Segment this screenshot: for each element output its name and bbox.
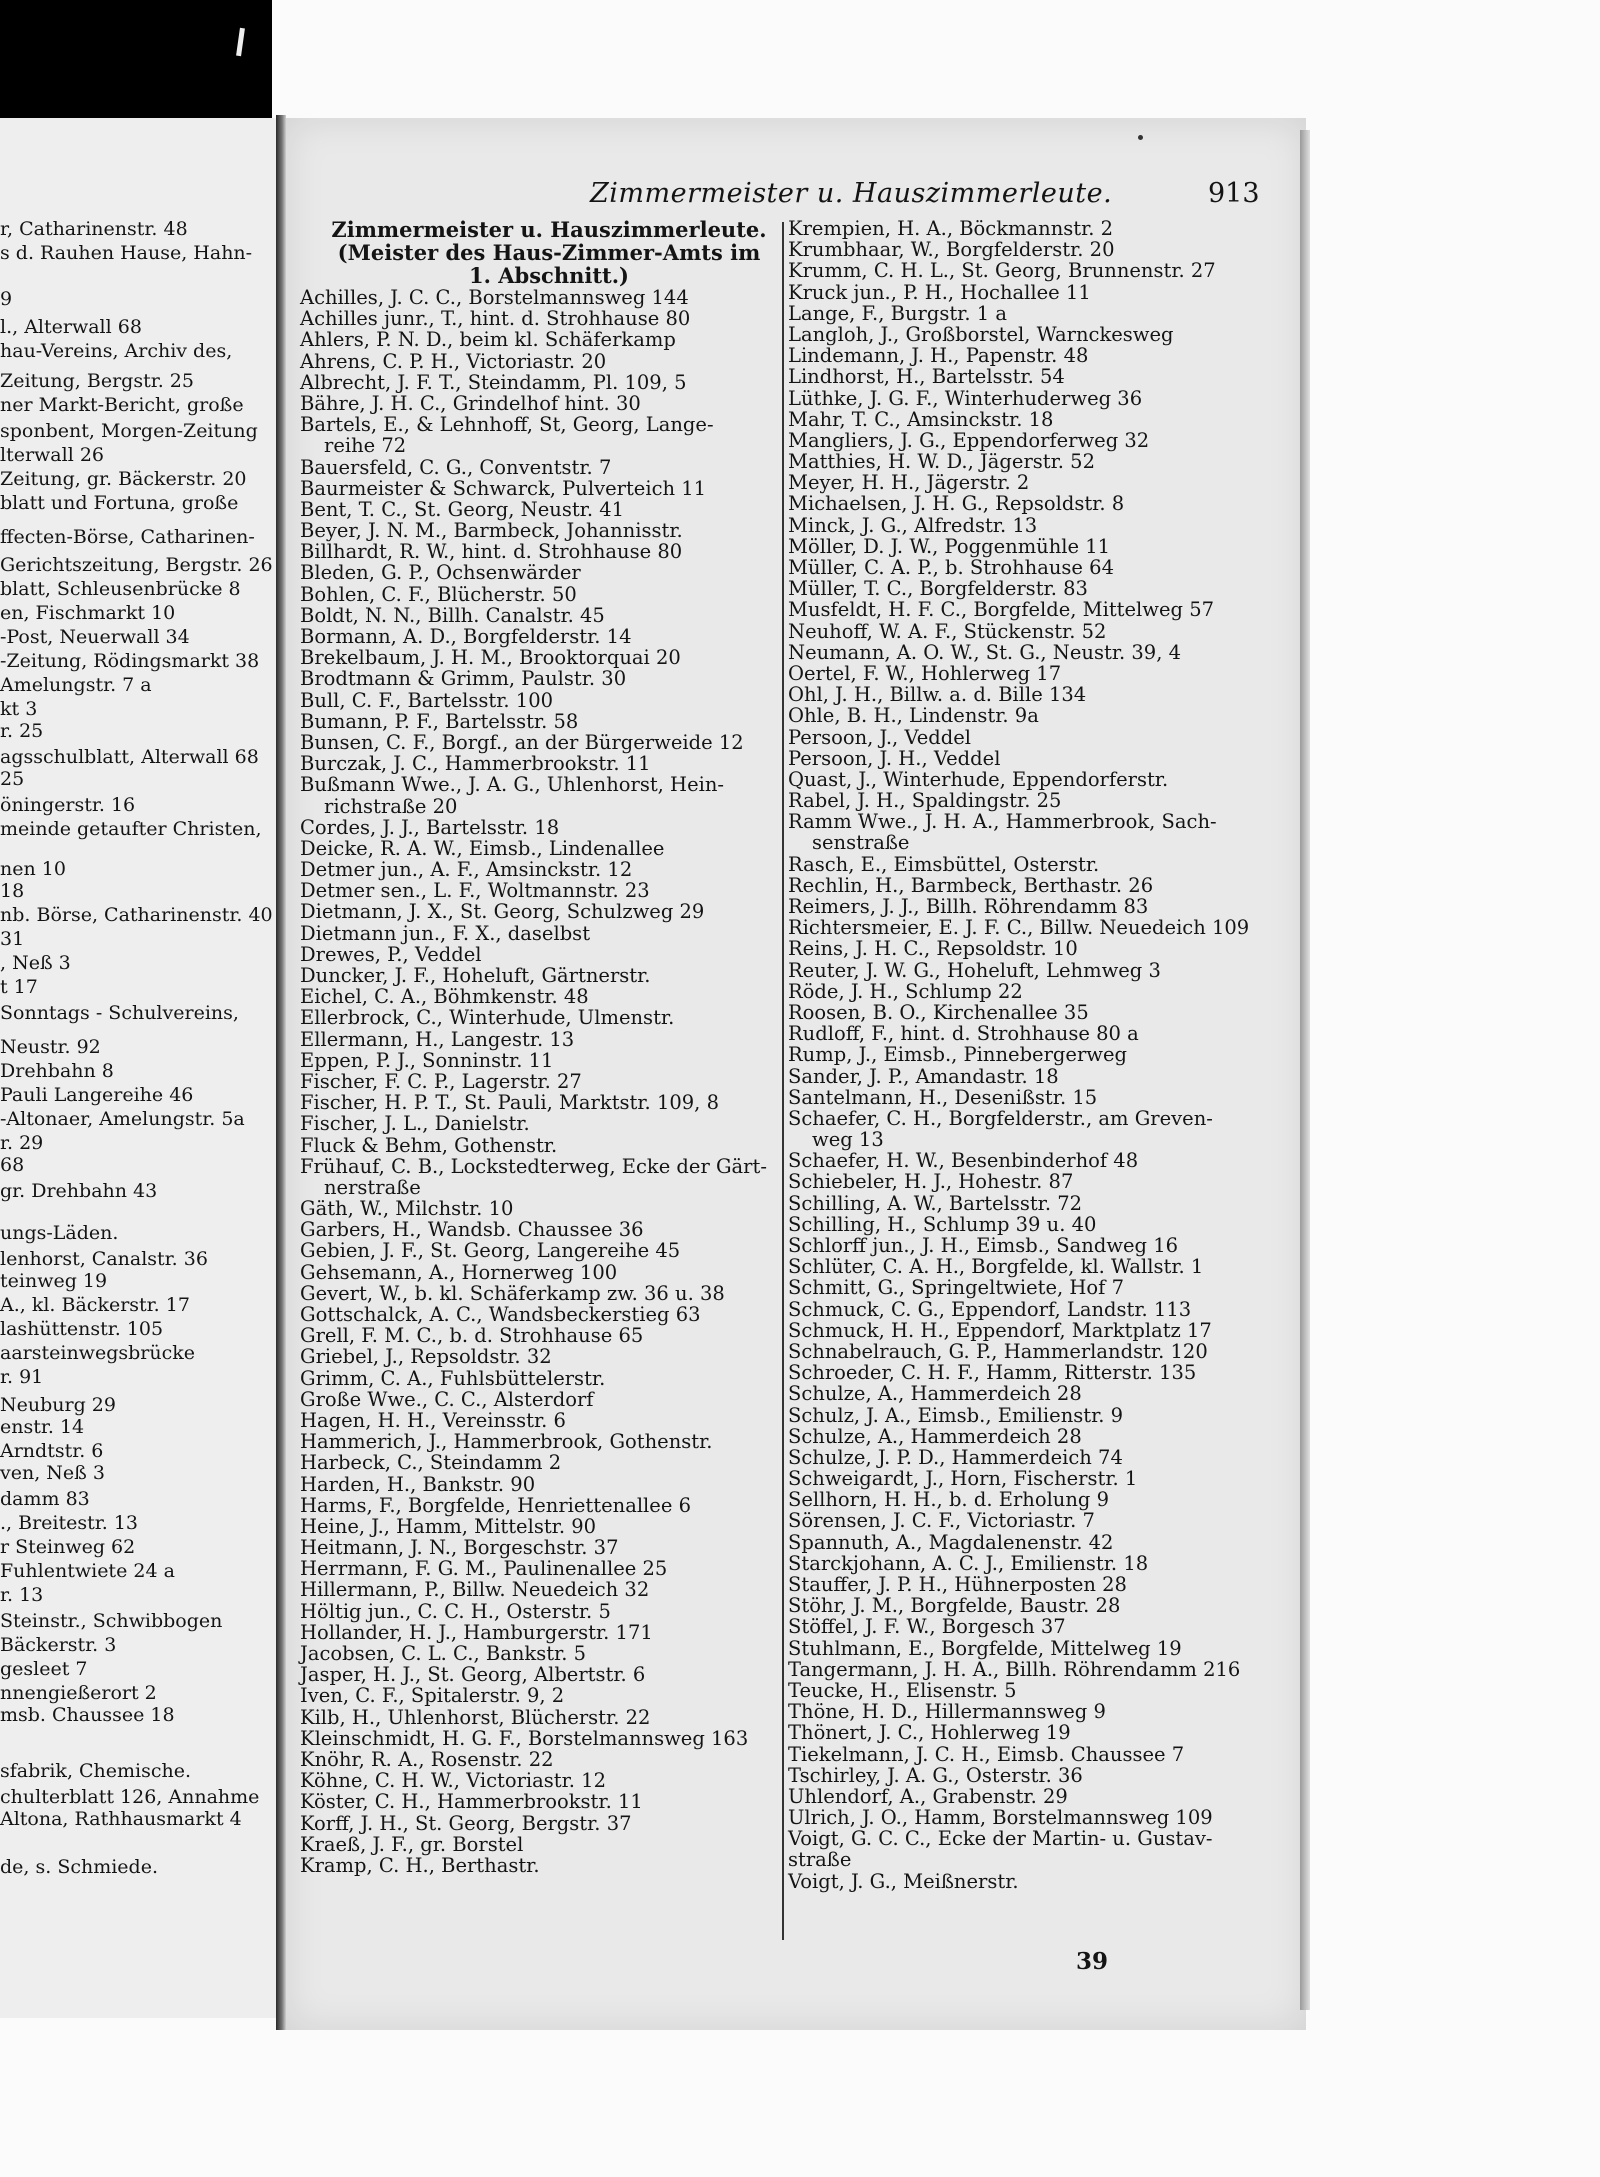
- directory-entry: Müller, T. C., Borgfelderstr. 83: [788, 577, 1088, 601]
- directory-entry: Große Wwe., C. C., Alsterdorf: [300, 1387, 594, 1411]
- previous-page-line: enstr. 14: [0, 1416, 85, 1438]
- directory-entry: Höltig jun., C. C. H., Osterstr. 5: [300, 1599, 611, 1623]
- directory-entry: Ellerbrock, C., Winterhude, Ulmenstr.: [300, 1006, 675, 1030]
- previous-page-line: lterwall 26: [0, 444, 104, 466]
- directory-entry: Frühauf, C. B., Lockstedterweg, Ecke der Gärt-: [300, 1154, 767, 1178]
- previous-page-line: s d. Rauhen Hause, Hahn-: [0, 242, 253, 264]
- directory-entry: Harms, F., Borgfelde, Henriettenallee 6: [300, 1493, 691, 1517]
- binding-strip: [0, 0, 272, 120]
- previous-page-line: teinweg 19: [0, 1270, 108, 1292]
- directory-entry: Schulze, A., Hammerdeich 28: [788, 1382, 1082, 1406]
- previous-page-line: r, Catharinenstr. 48: [0, 218, 188, 240]
- directory-entry: Santelmann, H., Desenißstr. 15: [788, 1085, 1098, 1109]
- directory-entry: Lange, F., Burgstr. 1 a: [788, 301, 1007, 325]
- previous-page-line: nb. Börse, Catharinenstr. 40: [0, 904, 273, 926]
- directory-entry: Tiekelmann, J. C. H., Eimsb. Chaussee 7: [788, 1742, 1185, 1766]
- previous-page-line: gesleet 7: [0, 1658, 88, 1680]
- directory-entry: Lindhorst, H., Bartelsstr. 54: [788, 365, 1065, 389]
- directory-entry: Gäth, W., Milchstr. 10: [300, 1197, 514, 1221]
- speck: [1138, 135, 1143, 140]
- previous-page-line: kt 3: [0, 698, 38, 720]
- directory-entry: Musfeldt, H. F. C., Borgfelde, Mittelweg 57: [788, 598, 1215, 622]
- previous-page-line: ner Markt-Bericht, große: [0, 394, 244, 416]
- previous-page-line: 9: [0, 288, 13, 310]
- directory-entry: Tschirley, J. A. G., Osterstr. 36: [788, 1763, 1083, 1787]
- previous-page-line: Pauli Langereihe 46: [0, 1084, 194, 1106]
- directory-entry: Gevert, W., b. kl. Schäferkamp zw. 36 u. 38: [300, 1281, 725, 1305]
- previous-page-line: damm 83: [0, 1488, 90, 1510]
- previous-page-line: 25: [0, 768, 25, 790]
- directory-entry: Jasper, H. J., St. Georg, Albertstr. 6: [300, 1663, 646, 1687]
- directory-entry: Bumann, P. F., Bartelsstr. 58: [300, 709, 579, 733]
- previous-page-line: r. 13: [0, 1584, 44, 1606]
- directory-entry: Neuhoff, W. A. F., Stückenstr. 52: [788, 619, 1107, 643]
- directory-entry: Garbers, H., Wandsb. Chaussee 36: [300, 1218, 644, 1242]
- page-number: 913: [1208, 178, 1260, 209]
- directory-entry: Uhlendorf, A., Grabenstr. 29: [788, 1784, 1068, 1808]
- directory-entry: straße: [788, 1848, 852, 1872]
- directory-entry: Schlüter, C. A. H., Borgfelde, kl. Wallstr. 1: [788, 1255, 1204, 1279]
- previous-page-line: 31: [0, 928, 25, 950]
- directory-entry: Ohl, J. H., Billw. a. d. Bille 134: [788, 683, 1087, 707]
- directory-entry: reihe 72: [324, 434, 407, 458]
- previous-page-line: Amelungstr. 7 a: [0, 674, 152, 696]
- directory-entry: Starckjohann, A. C. J., Emilienstr. 18: [788, 1551, 1149, 1575]
- previous-page-line: 68: [0, 1154, 25, 1176]
- previous-page-line: öningerstr. 16: [0, 794, 136, 816]
- directory-entry: Krumm, C. H. L., St. Georg, Brunnenstr. 27: [788, 259, 1216, 283]
- directory-entry: Schmuck, H. H., Eppendorf, Marktplatz 17: [788, 1318, 1212, 1342]
- directory-entry: Fischer, F. C. P., Lagerstr. 27: [300, 1069, 582, 1093]
- directory-entry: Bohlen, C. F., Blücherstr. 50: [300, 582, 577, 606]
- previous-page-line: chulterblatt 126, Annahme: [0, 1786, 260, 1808]
- directory-entry: Mahr, T. C., Amsinckstr. 18: [788, 407, 1054, 431]
- previous-page-line: blatt, Schleusenbrücke 8: [0, 578, 241, 600]
- directory-entry: Stuhlmann, E., Borgfelde, Mittelweg 19: [788, 1636, 1182, 1660]
- directory-entry: Fischer, J. L., Danielstr.: [300, 1112, 530, 1136]
- directory-entry: Schlorff jun., J. H., Eimsb., Sandweg 16: [788, 1234, 1179, 1257]
- previous-page-line: -Altonaer, Amelungstr. 5a: [0, 1108, 245, 1130]
- directory-entry: Oertel, F. W., Hohlerweg 17: [788, 661, 1062, 685]
- directory-entry: Lindemann, J. H., Papenstr. 48: [788, 344, 1089, 368]
- directory-entry: Bähre, J. H. C., Grindelhof hint. 30: [300, 391, 641, 415]
- directory-entry: Ahrens, C. P. H., Victoriastr. 20: [300, 349, 607, 373]
- directory-entry: Fischer, H. P. T., St. Pauli, Marktstr. 109, 8: [300, 1091, 719, 1115]
- directory-entry: Schweigardt, J., Horn, Fischerstr. 1: [788, 1467, 1138, 1491]
- directory-entry: Reins, J. H. C., Repsoldstr. 10: [788, 937, 1078, 961]
- directory-entry: senstraße: [812, 831, 910, 855]
- previous-page-line: de, s. Schmiede.: [0, 1856, 158, 1878]
- directory-entry: Hollander, H. J., Hamburgerstr. 171: [300, 1620, 653, 1644]
- directory-entry: Rechlin, H., Barmbeck, Berthastr. 26: [788, 873, 1154, 897]
- directory-entry: Baurmeister & Schwarck, Pulverteich 11: [300, 476, 707, 500]
- directory-entry: Grimm, C. A., Fuhlsbüttelerstr.: [300, 1366, 606, 1390]
- previous-page-line: t 17: [0, 976, 38, 998]
- previous-page-line: gr. Drehbahn 43: [0, 1180, 158, 1202]
- previous-page-line: hau-Vereins, Archiv des,: [0, 340, 233, 362]
- directory-entry: Minck, J. G., Alfredstr. 13: [788, 513, 1038, 537]
- directory-entry: Boldt, N. N., Billh. Canalstr. 45: [300, 603, 605, 627]
- directory-entry: Achilles, J. C. C., Borstelmannsweg 144: [300, 286, 689, 309]
- directory-entry: Ohle, B. H., Lindenstr. 9a: [788, 704, 1039, 728]
- directory-entry: Burczak, J. C., Hammerbrookstr. 11: [300, 752, 651, 776]
- directory-entry: Gehsemann, A., Hornerweg 100: [300, 1260, 618, 1284]
- section-heading-line: (Meister des Haus-Zimmer-Amts im: [337, 240, 761, 265]
- directory-entry: Teucke, H., Elisenstr. 5: [788, 1678, 1017, 1702]
- directory-entry: Kilb, H., Uhlenhorst, Blücherstr. 22: [300, 1705, 651, 1729]
- directory-entry: Rump, J., Eimsb., Pinnebergerweg: [788, 1043, 1127, 1067]
- directory-entry: Albrecht, J. F. T., Steindamm, Pl. 109, 5: [300, 370, 687, 394]
- directory-entry: Mangliers, J. G., Eppendorferweg 32: [788, 428, 1150, 452]
- directory-entry: Heitmann, J. N., Borgeschstr. 37: [300, 1536, 619, 1560]
- directory-entry: Hammerich, J., Hammerbrook, Gothenstr.: [300, 1430, 713, 1454]
- directory-entry: Voigt, J. G., Meißnerstr.: [788, 1869, 1019, 1893]
- page-gutter: [276, 115, 286, 2030]
- directory-entry: Brekelbaum, J. H. M., Brooktorquai 20: [300, 646, 681, 670]
- previous-page-line: -Zeitung, Rödingsmarkt 38: [0, 650, 260, 672]
- directory-entry: Voigt, G. C. C., Ecke der Martin- u. Gustav-: [788, 1827, 1213, 1851]
- directory-entry: Billhardt, R. W., hint. d. Strohhause 80: [300, 540, 683, 564]
- signature-mark: 39: [1076, 1948, 1109, 1975]
- directory-entry: Michaelsen, J. H. G., Repsoldstr. 8: [788, 492, 1125, 516]
- section-heading: [300, 218, 778, 287]
- directory-entry: Beyer, J. N. M., Barmbeck, Johannisstr.: [300, 519, 683, 543]
- directory-entry: Möller, D. J. W., Poggenmühle 11: [788, 534, 1111, 558]
- directory-entry: Duncker, J. F., Hoheluft, Gärtnerstr.: [300, 964, 651, 987]
- previous-page-line: A., kl. Bäckerstr. 17: [0, 1294, 190, 1316]
- previous-page-fragment: [0, 118, 282, 2018]
- directory-entry: Herrmann, F. G. M., Paulinenallee 25: [300, 1557, 668, 1581]
- directory-entry: Müller, C. A. P., b. Strohhause 64: [788, 556, 1114, 579]
- previous-page-line: ., Breitestr. 13: [0, 1512, 139, 1534]
- previous-page-line: Altona, Rathhausmarkt 4: [0, 1808, 242, 1830]
- directory-entry: Bleden, G. P., Ochsenwärder: [300, 561, 581, 585]
- directory-entry: Brodtmann & Grimm, Paulstr. 30: [300, 667, 627, 691]
- directory-entry: Rudloff, F., hint. d. Strohhause 80 a: [788, 1022, 1139, 1046]
- directory-entry: Iven, C. F., Spitalerstr. 9, 2: [300, 1684, 565, 1708]
- previous-page-line: Drehbahn 8: [0, 1060, 114, 1082]
- directory-entry: Ramm Wwe., J. H. A., Hammerbrook, Sach-: [788, 810, 1217, 834]
- previous-page-line: Neustr. 92: [0, 1036, 101, 1058]
- directory-entry: Spannuth, A., Magdalenenstr. 42: [788, 1530, 1114, 1554]
- previous-page-line: Gerichtszeitung, Bergstr. 26: [0, 554, 273, 576]
- directory-entry: Bull, C. F., Bartelsstr. 100: [300, 688, 554, 712]
- directory-entry: Matthies, H. W. D., Jägerstr. 52: [788, 450, 1095, 474]
- directory-entry: Bartels, E., & Lehnhoff, St, Georg, Lange-: [300, 413, 714, 437]
- directory-entry: Bußmann Wwe., J. A. G., Uhlenhorst, Hein-: [300, 773, 724, 797]
- directory-entry: Kraeß, J. F., gr. Borstel: [300, 1832, 524, 1856]
- directory-entry: Köster, C. H., Hammerbrookstr. 11: [300, 1790, 643, 1814]
- directory-entry: Achilles junr., T., hint. d. Strohhause 80: [300, 307, 691, 331]
- previous-page-line: , Neß 3: [0, 952, 71, 974]
- directory-entry: Neumann, A. O. W., St. G., Neustr. 39, 4: [788, 640, 1182, 664]
- directory-entry: Schulz, J. A., Eimsb., Emilienstr. 9: [788, 1403, 1124, 1427]
- previous-page-line: Steinstr., Schwibbogen: [0, 1610, 223, 1632]
- previous-page-line: ungs-Läden.: [0, 1222, 119, 1244]
- previous-page-line: Zeitung, gr. Bäckerstr. 20: [0, 468, 247, 490]
- directory-entry: Reimers, J. J., Billh. Röhrendamm 83: [788, 895, 1149, 918]
- directory-entry: Krumbhaar, W., Borgfelderstr. 20: [788, 238, 1115, 262]
- directory-entry: Drewes, P., Veddel: [300, 942, 482, 966]
- previous-page-line: r. 91: [0, 1366, 44, 1388]
- directory-entry: Rabel, J. H., Spaldingstr. 25: [788, 789, 1062, 813]
- directory-entry: Eppen, P. J., Sonninstr. 11: [300, 1048, 554, 1072]
- directory-entry: Cordes, J. J., Bartelsstr. 18: [300, 815, 560, 839]
- directory-entry: Hagen, H. H., Vereinsstr. 6: [300, 1408, 566, 1432]
- previous-page-line: ffecten-Börse, Catharinen-: [0, 526, 255, 548]
- previous-page-line: aarsteinwegsbrücke: [0, 1342, 195, 1364]
- page-edge: [1300, 130, 1310, 2010]
- directory-entry: Rasch, E., Eimsbüttel, Osterstr.: [788, 852, 1100, 876]
- directory-entry: Persoon, J. H., Veddel: [788, 746, 1001, 770]
- directory-entry: Ahlers, P. N. D., beim kl. Schäferkamp: [300, 328, 676, 352]
- directory-entry: Meyer, H. H., Jägerstr. 2: [788, 471, 1030, 495]
- directory-entry: Ulrich, J. O., Hamm, Borstelmannsweg 109: [788, 1806, 1213, 1830]
- directory-entry: Schaefer, C. H., Borgfelderstr., am Greven-: [788, 1106, 1213, 1130]
- directory-entry: Tangermann, J. H. A., Billh. Röhrendamm 216: [788, 1657, 1241, 1681]
- previous-page-line: -Post, Neuerwall 34: [0, 626, 190, 648]
- previous-page-line: blatt und Fortuna, große: [0, 492, 239, 514]
- directory-entry: Reuter, J. W. G., Hoheluft, Lehmweg 3: [788, 958, 1161, 982]
- directory-entry: Sörensen, J. C. F., Victoriastr. 7: [788, 1509, 1095, 1533]
- directory-entry: Quast, J., Winterhude, Eppendorferstr.: [788, 767, 1169, 791]
- directory-entry: Bauersfeld, C. G., Conventstr. 7: [300, 455, 612, 479]
- previous-page-line: Neuburg 29: [0, 1394, 116, 1416]
- directory-entry: Roosen, B. O., Kirchenallee 35: [788, 1000, 1089, 1024]
- previous-page-line: l., Alterwall 68: [0, 316, 142, 338]
- directory-entry: Grell, F. M. C., b. d. Strohhause 65: [300, 1324, 644, 1348]
- directory-entry: Stöhr, J. M., Borgfelde, Baustr. 28: [788, 1594, 1121, 1618]
- directory-entry: Röde, J. H., Schlump 22: [788, 979, 1023, 1003]
- directory-entry: Köhne, C. H. W., Victoriastr. 12: [300, 1769, 606, 1793]
- directory-entry: Schilling, H., Schlump 39 u. 40: [788, 1212, 1097, 1236]
- directory-entry: Sellhorn, H. H., b. d. Erholung 9: [788, 1488, 1110, 1512]
- directory-entry: Thöne, H. D., Hillermannsweg 9: [788, 1700, 1106, 1724]
- directory-entry: Stauffer, J. P. H., Hühnerposten 28: [788, 1573, 1127, 1596]
- directory-entry: Detmer jun., A. F., Amsinckstr. 12: [300, 858, 633, 882]
- previous-page-line: ven, Neß 3: [0, 1462, 105, 1484]
- directory-entry: Kruck jun., P. H., Hochallee 11: [788, 280, 1091, 304]
- previous-page-line: Arndtstr. 6: [0, 1440, 104, 1462]
- previous-page-line: nnengießerort 2: [0, 1682, 157, 1704]
- previous-page-line: msb. Chaussee 18: [0, 1704, 175, 1726]
- directory-entry: Schaefer, H. W., Besenbinderhof 48: [788, 1149, 1139, 1173]
- directory-entry: Schmuck, C. G., Eppendorf, Landstr. 113: [788, 1297, 1192, 1321]
- directory-entry: Schnabelrauch, G. P., Hammerlandstr. 120: [788, 1339, 1208, 1363]
- directory-entry: nerstraße: [324, 1175, 421, 1199]
- directory-entry: Schulze, A., Hammerdeich 28: [788, 1424, 1082, 1448]
- previous-page-line: Sonntags - Schulvereins,: [0, 1002, 239, 1024]
- previous-page-line: Fuhlentwiete 24 a: [0, 1560, 175, 1582]
- directory-entry: Schiebeler, H. J., Hohestr. 87: [788, 1170, 1074, 1194]
- previous-page-line: Zeitung, Bergstr. 25: [0, 370, 194, 392]
- directory-entry: Bormann, A. D., Borgfelderstr. 14: [300, 625, 632, 648]
- directory-entry: Griebel, J., Repsoldstr. 32: [300, 1345, 552, 1369]
- directory-entry: Harbeck, C., Steindamm 2: [300, 1451, 562, 1475]
- section-heading-line: Zimmermeister u. Hauszimmerleute.: [331, 217, 767, 242]
- previous-page-line: lashüttenstr. 105: [0, 1318, 164, 1340]
- directory-entry: Eichel, C. A., Böhmkenstr. 48: [300, 985, 589, 1009]
- directory-entry: Stöffel, J. F. W., Borgesch 37: [788, 1615, 1066, 1639]
- directory-entry: weg 13: [812, 1128, 884, 1152]
- previous-page-line: r. 25: [0, 720, 44, 742]
- directory-entry: Richtersmeier, E. J. F. C., Billw. Neuedeich 109: [788, 916, 1250, 940]
- directory-entry: Heine, J., Hamm, Mittelstr. 90: [300, 1514, 597, 1538]
- directory-entry: Detmer sen., L. F., Woltmannstr. 23: [300, 879, 650, 903]
- directory-entry: Krempien, H. A., Böckmannstr. 2: [788, 217, 1114, 240]
- previous-page-line: r Steinweg 62: [0, 1536, 136, 1558]
- previous-page-line: r. 29: [0, 1132, 44, 1154]
- directory-entry: Gebien, J. F., St. Georg, Langereihe 45: [300, 1239, 681, 1263]
- previous-page-line: en, Fischmarkt 10: [0, 602, 176, 624]
- previous-page-line: sponbent, Morgen-Zeitung: [0, 420, 258, 442]
- directory-entry: Schmitt, G., Springeltwiete, Hof 7: [788, 1276, 1124, 1300]
- directory-entry: Schilling, A. W., Bartelsstr. 72: [788, 1191, 1083, 1215]
- directory-entry: Dietmann, J. X., St. Georg, Schulzweg 29: [300, 900, 705, 924]
- directory-entry: Hillermann, P., Billw. Neuedeich 32: [300, 1578, 650, 1602]
- directory-entry: Ellermann, H., Langestr. 13: [300, 1027, 575, 1051]
- previous-page-line: 18: [0, 880, 25, 902]
- directory-entry: Knöhr, R. A., Rosenstr. 22: [300, 1747, 554, 1771]
- previous-page-line: sfabrik, Chemische.: [0, 1760, 192, 1782]
- previous-page-line: Bäckerstr. 3: [0, 1634, 117, 1656]
- directory-entry: Korff, J. H., St. Georg, Bergstr. 37: [300, 1811, 632, 1835]
- directory-entry: richstraße 20: [324, 794, 458, 818]
- directory-entry: Gottschalck, A. C., Wandsbeckerstieg 63: [300, 1303, 701, 1326]
- directory-entry: Fluck & Behm, Gothenstr.: [300, 1133, 558, 1157]
- previous-page-line: agsschulblatt, Alterwall 68: [0, 746, 259, 768]
- column-rule: [782, 222, 784, 1940]
- running-head: Zimmermeister u. Hauszimmerleute.: [590, 178, 1113, 209]
- directory-entry: Kleinschmidt, H. G. F., Borstelmannsweg 163: [300, 1726, 749, 1750]
- directory-entry: Bunsen, C. F., Borgf., an der Bürgerweide 12: [300, 730, 744, 754]
- directory-entry: Schroeder, C. H. F., Hamm, Ritterstr. 135: [788, 1361, 1197, 1385]
- previous-page-line: nen 10: [0, 858, 66, 880]
- previous-page-line: lenhorst, Canalstr. 36: [0, 1248, 208, 1270]
- directory-entry: Schulze, J. P. D., Hammerdeich 74: [788, 1445, 1123, 1469]
- right-column: [788, 218, 1288, 1892]
- directory-entry: Deicke, R. A. W., Eimsb., Lindenallee: [300, 836, 665, 860]
- directory-entry: Persoon, J., Veddel: [788, 725, 972, 749]
- directory-entry: Jacobsen, C. L. C., Bankstr. 5: [300, 1642, 587, 1665]
- section-heading-line: 1. Abschnitt.): [469, 263, 629, 288]
- directory-entry: Harden, H., Bankstr. 90: [300, 1472, 536, 1496]
- directory-entry: Sander, J. P., Amandastr. 18: [788, 1064, 1059, 1088]
- directory-entry: Lüthke, J. G. F., Winterhuderweg 36: [788, 386, 1143, 410]
- left-column: [300, 218, 778, 1876]
- directory-entry: Dietmann jun., F. X., daselbst: [300, 921, 591, 945]
- directory-entry: Langloh, J., Großborstel, Warnckesweg: [788, 322, 1174, 346]
- previous-page-line: meinde getaufter Christen,: [0, 818, 262, 840]
- directory-entry: Bent, T. C., St. Georg, Neustr. 41: [300, 497, 625, 521]
- directory-entry: Thönert, J. C., Hohlerweg 19: [788, 1721, 1071, 1745]
- directory-entry: Kramp, C. H., Berthastr.: [300, 1853, 540, 1877]
